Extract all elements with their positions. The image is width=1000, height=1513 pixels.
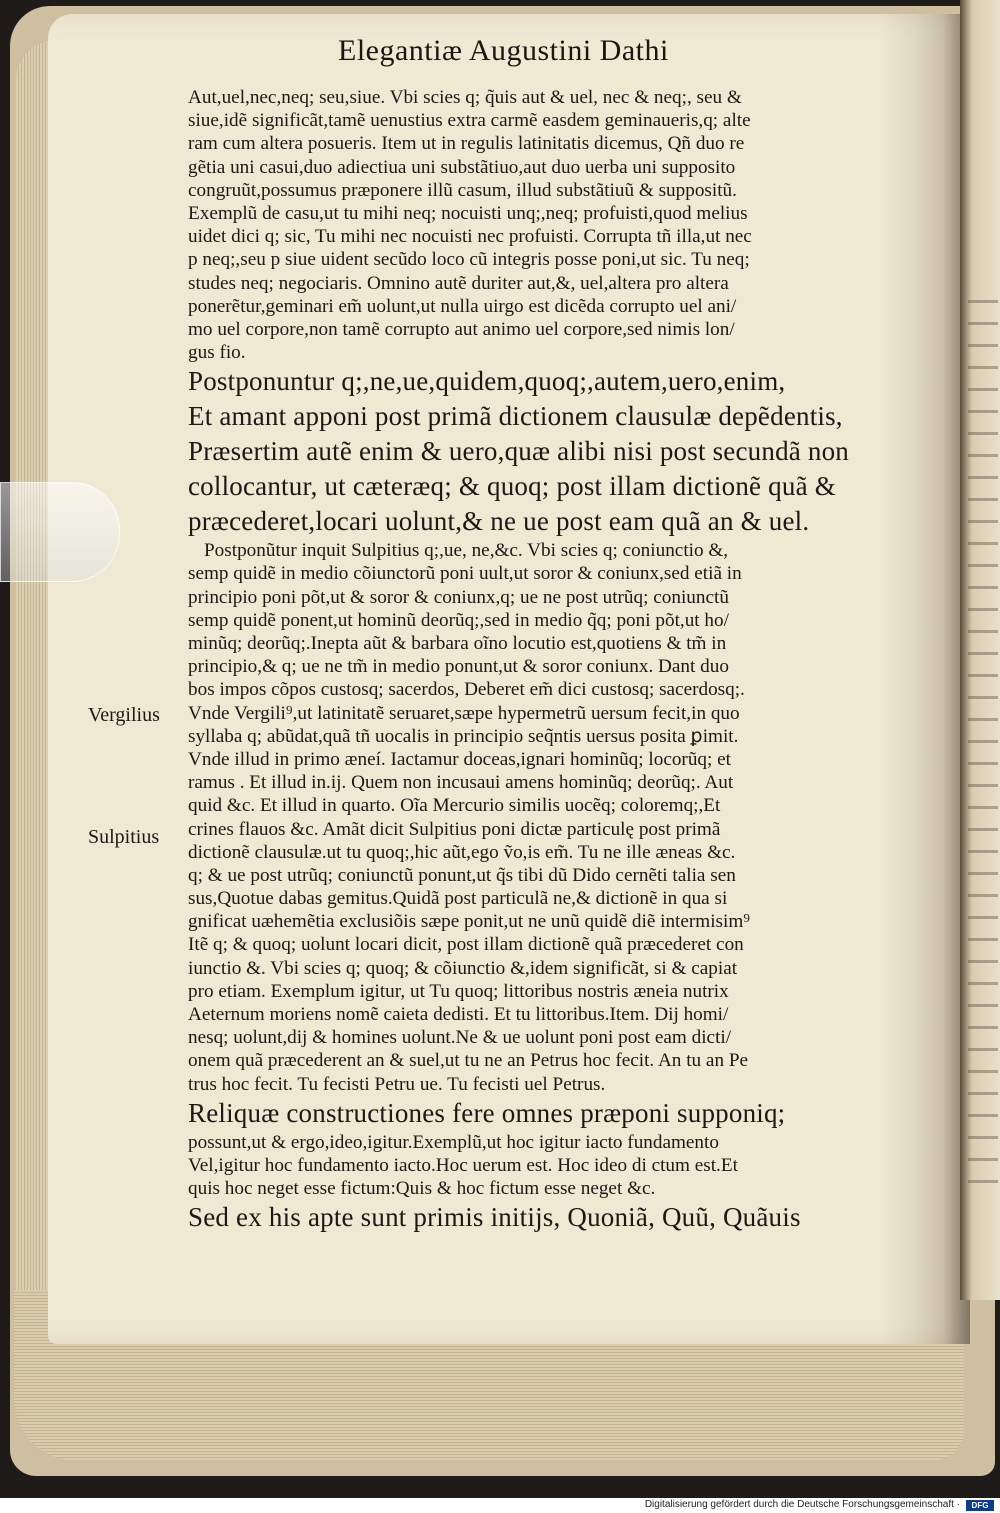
- text-line: congruũt,possumus præponere illũ casum, illud substãtiuũ & suppositũ.: [188, 179, 737, 201]
- text-line: ramus . Et illud in.ij. Quem non incusaui amens hominũq; deorũq;. Aut: [188, 772, 734, 794]
- page-clip: [0, 482, 120, 582]
- text-line: Exemplũ de casu,ut tu mihi neq; nocuisti unq;,neq; profuisti,quod melius: [188, 202, 748, 224]
- funding-credit: Digitalisierung gefördert durch die Deutsche Forschungsgemeinschaft ·: [644, 1499, 960, 1510]
- facing-page-edge: [960, 0, 1000, 1300]
- text-line: ram cum altera posueris. Item ut in regulis latinitatis dicemus, Qñ duo re: [188, 133, 745, 155]
- margin-note-vergilius: Vergilius: [88, 704, 160, 726]
- page-text-body: [188, 86, 930, 1235]
- footer-bar: [0, 1498, 1000, 1513]
- text-line: gẽtia uni casui,duo adiectiua uni substãtiuo,aut duo uerba uni supposito: [188, 156, 736, 178]
- text-line: trus hoc fecit. Tu fecisti Petru ue. Tu fecisti uel Petrus.: [188, 1073, 606, 1095]
- margin-note-sulpitius: Sulpitius: [88, 826, 160, 848]
- text-line: crines flauos &c. Amãt dicit Sulpitius poni dictæ particulę post primã: [188, 818, 721, 840]
- text-line: onem quã præcederent an & suel,ut tu ne an Petrus hoc fecit. An tu an Pe: [188, 1050, 749, 1072]
- verse-rule-line: Et amant apponi post primã dictionem clausulæ depẽdentis,: [188, 401, 843, 432]
- text-line: studes neq; negociaris. Omnino autẽ duriter aut,&, uel,altera pro altera: [188, 272, 729, 294]
- text-line: dictionẽ clausulæ.ut tu quoq;,hic aũt,ego ṽo,is em̃. Tu ne ille æneas &c.: [188, 841, 736, 863]
- text-line: iunctio &. Vbi scies q; quoq; & cõiunctio &,idem significãt, si & capiat: [188, 957, 738, 979]
- text-line: uidet dici q; sic, Tu mihi nec nocuisti nec profuisti. Corrupta tñ illa,ut nec: [188, 226, 752, 248]
- text-line: Vnde Vergili⁹,ut latinitatẽ seruaret,sæpe hypermetrũ uersum fecit,in quo: [188, 702, 740, 724]
- text-line: quid &c. Et illud in quarto. Oĩa Mercurio similis uocẽq; coloremq;,Et: [188, 795, 721, 817]
- text-line: Postponũtur inquit Sulpitius q;,ue, ne,&c. Vbi scies q; coniunctio &,: [204, 540, 729, 562]
- verse-rule-line: Reliquæ constructiones fere omnes præponi supponiq;: [188, 1097, 786, 1128]
- dfg-logo: DFG: [966, 1500, 994, 1511]
- verse-rule-line: Sed ex his apte sunt primis initijs, Quoniã, Quũ, Quãuis: [188, 1202, 801, 1233]
- text-line: p neq;,seu p siue uident secũdo loco cũ integris posse poni,ut sic. Tu neq;: [188, 249, 750, 271]
- text-line: Vel,igitur hoc fundamento iacto.Hoc uerum est. Hoc ideo di ctum est.Et: [188, 1154, 738, 1176]
- facing-page-text-ghost: [968, 300, 998, 1200]
- text-line: ponerẽtur,geminari em̃ uolunt,ut nulla uirgo est dicẽda corrupto uel ani/: [188, 295, 737, 317]
- running-head: Elegantiæ Augustini Dathi: [338, 34, 669, 67]
- text-line: sus,Quotue dabas gemitus.Quidã post particulã ne,& dictionẽ in qua si: [188, 888, 728, 910]
- text-line: Vnde illud in primo æneí. Iactamur doceas,ignari hominũq; locorũq; et: [188, 748, 731, 770]
- verse-rule-line: collocantur, ut cæteræq; & quoq; post illam dictionẽ quã &: [188, 471, 836, 502]
- text-line: nesq; uolunt,dij & homines uolunt.Ne & ue uolunt poni post eam dicti/: [188, 1027, 732, 1049]
- text-line: pro etiam. Exemplum igitur, ut Tu quoq; littoribus nostris æneia nutrix: [188, 980, 729, 1002]
- text-line: gus fio.: [188, 342, 246, 364]
- verse-rule-line: Præsertim autẽ enim & uero,quæ alibi nisi post secundã non: [188, 436, 850, 467]
- text-line: mo uel corpore,non tamẽ corrupto aut animo uel corpore,sed nimis lon/: [188, 318, 735, 340]
- text-line: Aut,uel,nec,neq; seu,siue. Vbi scies q; q̃uis aut & uel, nec & neq;, seu &: [188, 87, 742, 108]
- text-line: Aeternum moriens nomẽ caieta dedisti. Et tu littoribus.Item. Dij homi/: [188, 1004, 729, 1025]
- text-line: bos impos cõpos custosq; sacerdos, Deberet em̃ dici custosq; sacerdosq;.: [188, 679, 745, 701]
- text-line: semp quidẽ ponent,ut hominũ deorũq;,sed in medio q̃q; poni põt,ut ho/: [188, 609, 729, 631]
- text-line: quis hoc neget esse fictum:Quis & hoc fictum esse neget &c.: [188, 1178, 656, 1200]
- text-line: semp quidẽ in medio cõiunctorũ poni uult,ut soror & coniunx,sed etiã in: [188, 563, 742, 585]
- text-line: syllaba q; abũdat,quã tñ uocalis in principio seq̃ntis uersus posita ꝑimit.: [188, 725, 739, 747]
- text-line: siue,idẽ significãt,tamẽ uenustius extra carmẽ easdem geminaueris,q; alte: [188, 110, 751, 132]
- text-line: minũq; deorũq;.Inepta aũt & barbara oĩno locutio est,quotiens & tm̃ in: [188, 633, 727, 654]
- text-line: possunt,ut & ergo,ideo,igitur.Exemplũ,ut hoc igitur iacto fundamento: [188, 1131, 719, 1153]
- text-line: principio,& q; ue ne tm̃ in medio ponunt,ut & soror coniunx. Dant duo: [188, 656, 729, 678]
- verse-rule-line: Postponuntur q;,ne,ue,quidem,quoq;,autem,uero,enim,: [188, 366, 786, 397]
- verse-rule-line: præcederet,locari uolunt,& ne ue post eam quã an & uel.: [188, 506, 810, 537]
- text-line: gnificat uæhemẽtia exclusiõis sæpe ponit,ut ne unũ quidẽ diẽ intermisim⁹: [188, 911, 750, 933]
- text-line: q; & ue post utrũq; coniunctũ ponunt,ut q̃s tibi dũ Dido cernẽti talia sen: [188, 864, 736, 886]
- text-line: Itẽ q; & quoq; uolunt locari dicit, post illam dictionẽ quã præcederet con: [188, 934, 744, 956]
- text-line: principio poni põt,ut & soror & coniunx,q; ue ne post utrũq; coniunctũ: [188, 586, 729, 608]
